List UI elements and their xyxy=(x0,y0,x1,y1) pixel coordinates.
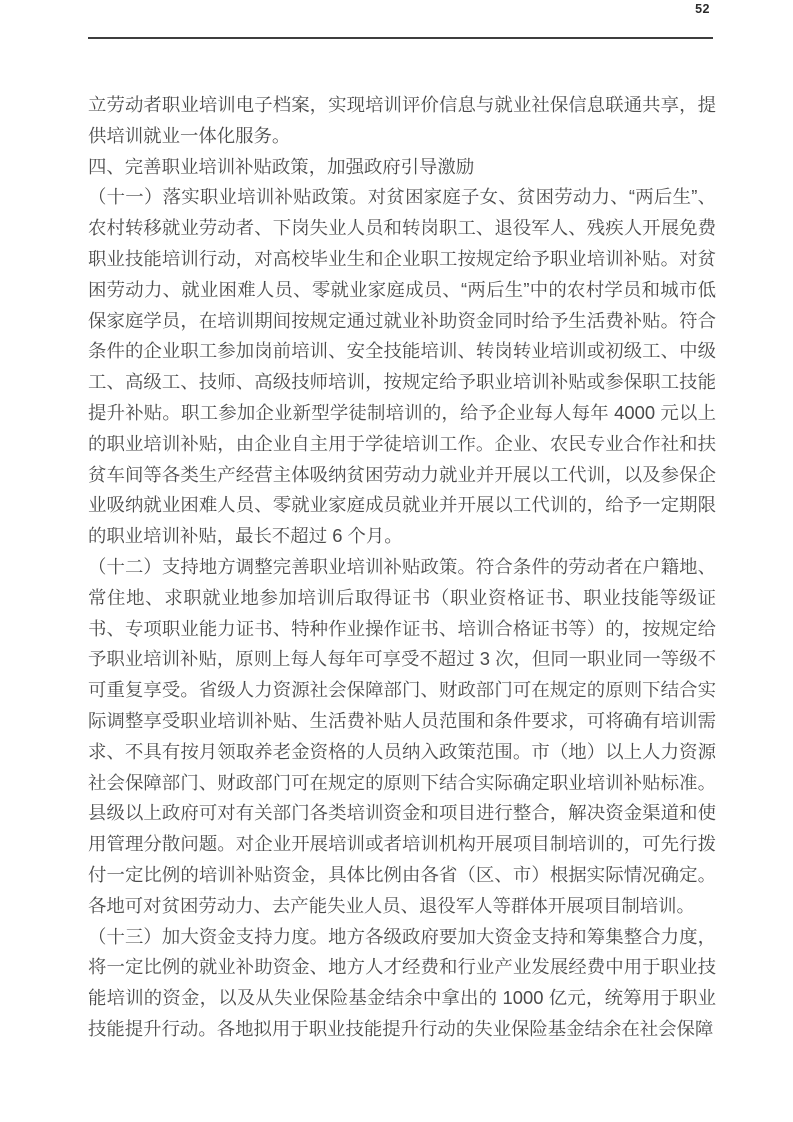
paragraph-item-12: （十二）支持地方调整完善职业培训补贴政策。符合条件的劳动者在户籍地、常住地、求职就业地参加培训后取得证书（职业资格证书、职业技能等级证书、专项职业能力证书、特种作业操作证书、培训合格证书等）的，按规定给予职业培训补贴，原则上每人每年可享受不超过 3 次，但同一职业同一等级不可重复享受。省级人力资源社会保障部门、财政部门可在规定的原则下结合实际调整享受职业培训补贴、生活费补贴人员范围和条件要求，可将确有培训需求、不具有按月领取养老金资格的人员纳入政策范围。市（地）以上人力资源社会保障部门、财政部门可在规定的原则下结合实际确定职业培训补贴标准。县级以上政府可对有关部门各类培训资金和项目进行整合，解决资金渠道和使用管理分散问题。对企业开展培训或者培训机构开展项目制培训的，可先行拨付一定比例的培训补贴资金，具体比例由各省（区、市）根据实际情况确定。各地可对贫困劳动力、去产能失业人员、退役军人等群体开展项目制培训。 xyxy=(88,555,716,916)
paragraph-item-11: （十一）落实职业培训补贴政策。对贫困家庭子女、贫困劳动力、“两后生”、农村转移就业劳动者、下岗失业人员和转岗职工、退役军人、残疾人开展免费职业技能培训行动，对高校毕业生和企业职工按规定给予职业培训补贴。对贫困劳动力、就业困难人员、零就业家庭成员、“两后生”中的农村学员和城市低保家庭学员，在培训期间按规定通过就业补助资金同时给予生活费补贴。符合条件的企业职工参加岗前培训、安全技能培训、转岗转业培训或初级工、中级工、高级工、技师、高级技师培训，按规定给予职业培训补贴或参保职工技能提升补贴。职工参加企业新型学徒制培训的，给予企业每人每年 4000 元以上的职业培训补贴，由企业自主用于学徒培训工作。企业、农民专业合作社和扶贫车间等各类生产经营主体吸纳贫困劳动力就业并开展以工代训，以及参保企业吸纳就业困难人员、零就业家庭成员就业并开展以工代训的，给予一定期限的职业培训补贴，最长不超过 6 个月。 xyxy=(88,186,716,547)
section-heading: 四、完善职业培训补贴政策，加强政府引导激励 xyxy=(88,155,475,177)
page-number: 52 xyxy=(695,2,710,16)
document-body xyxy=(88,90,716,1045)
header-divider-rule xyxy=(88,37,713,39)
paragraph-continuation: 立劳动者职业培训电子档案，实现培训评价信息与就业社保信息联通共享，提供培训就业一体化服务。 xyxy=(88,94,716,146)
paragraph-item-13: （十三）加大资金支持力度。地方各级政府要加大资金支持和筹集整合力度，将一定比例的就业补助资金、地方人才经费和行业产业发展经费中用于职业技能培训的资金，以及从失业保险基金结余中拿出的 1000 亿元，统筹用于职业技能提升行动。各地拟用于职业技能提升行动的失业保险基金结余在社会保障 xyxy=(88,925,716,1039)
